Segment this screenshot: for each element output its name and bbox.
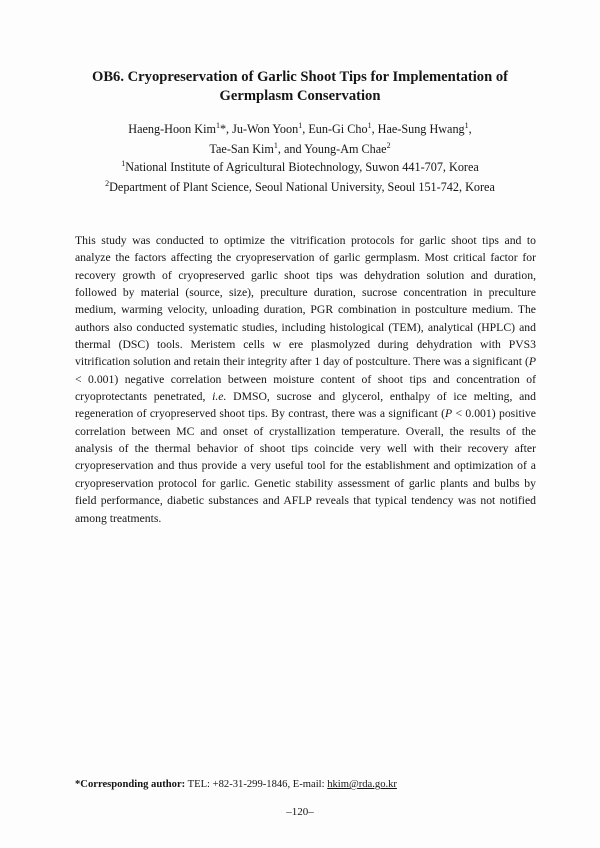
abstract-body bbox=[75, 232, 536, 527]
affiliation-text: Department of Plant Science, Seoul National University, Seoul 151-742, Korea bbox=[109, 179, 495, 194]
abstract-text: < 0.001) positive correlation between MC and onset of crystallization temperature. Overall, the results of the analysis of the thermal behavior of shoot tips coincide very well with their recovery after cryopreservation and thus provide a very useful tool for the establishment and optimization of a cryopreservation protocol for garlic. Genetic stability assessment of garlic plants and bulbs by field performance, diabetic substances and AFLP reveals that typical tendency was not notified among treatments. bbox=[75, 407, 536, 525]
author-line-2: Tae-San Kim$^1$, and Young-Am Chae$^2$ bbox=[209, 140, 391, 156]
author-affil-mark: 2 bbox=[386, 140, 391, 150]
abstract-text: This study was conducted to optimize the vitrification protocols for garlic shoot tips and to analyze the factors affecting the cryopreservation of garlic germplasm. Most critical factor for recovery growth of cryopreserved garlic shoot tips was dehydration solution and duration, followed by material (source, size), preculture duration, sucrose concentration in preculture medium, warming velocity, unloading duration, PGR combination in postculture medium. The authors also conducted systematic studies, including histological (TEM), analytical (HPLC) and thermal (DSC) tools. Meristem cells w ere plasmolyzed during dehydration with PVS3 vitrification solution and retain their integrity after 1 day of postculture. There was a significant ( bbox=[75, 234, 536, 369]
footnote-tel: TEL: +82-31-299-1846, E-mail: bbox=[185, 779, 328, 790]
author-name: Hae-Sung Hwang bbox=[377, 122, 465, 136]
abstract-italic-p: P bbox=[444, 407, 453, 421]
author-affil-mark: 1 bbox=[464, 120, 469, 130]
author-name: Ju-Won Yoon bbox=[232, 122, 299, 136]
author-name: Tae-San Kim bbox=[209, 141, 274, 156]
corresponding-author-footnote bbox=[75, 778, 397, 792]
author-affil-mark: 1 bbox=[367, 120, 372, 130]
abstract-text: < 0.001) negative correlation between moisture content of shoot tips and concentration of cryoprotectants penetrated, bbox=[75, 372, 536, 404]
affiliation-1 bbox=[60, 158, 540, 178]
affiliation-list bbox=[60, 158, 540, 197]
author-name: Eun-Gi Cho bbox=[308, 122, 368, 136]
affiliation-mark: 2 bbox=[105, 178, 110, 188]
title-line-2: Germplasm Conservation bbox=[219, 88, 381, 104]
affiliation-text: National Institute of Agricultural Biotechnology, Suwon 441-707, Korea bbox=[125, 160, 479, 174]
paper-title bbox=[60, 68, 540, 106]
author-and: and bbox=[283, 141, 305, 156]
corresponding-mark: *, bbox=[219, 122, 233, 136]
affiliation-2 bbox=[60, 178, 540, 198]
author-affil-mark: 1 bbox=[298, 120, 303, 130]
page-number: –120– bbox=[286, 806, 314, 818]
abstract-italic-p: P bbox=[528, 355, 536, 369]
footnote-label: *Corresponding author: bbox=[75, 779, 186, 790]
author-affil-mark: 1 bbox=[215, 120, 220, 130]
email-link[interactable]: hkim@rda.go.kr bbox=[327, 779, 397, 790]
author-affil-mark: 1 bbox=[273, 140, 278, 150]
author-name: Young-Am Chae bbox=[304, 141, 387, 156]
title-line-1: OB6. Cryopreservation of Garlic Shoot Tips for Implementation of bbox=[91, 69, 509, 85]
abstract-italic-ie: i.e. bbox=[212, 390, 227, 404]
affiliation-mark: 1 bbox=[121, 158, 126, 168]
author-name: Haeng-Hoon Kim bbox=[128, 122, 216, 136]
abstract-text: DMSO, sucrose and glycerol, enthalpy of ice melting, and regeneration of cryopreserved shoot tips. By contrast, there was a significant ( bbox=[75, 390, 536, 421]
author-line-1: Haeng-Hoon Kim$^1$*, Ju-Won Yoon$^1$, Eun-Gi Cho$^1$, Hae-Sung Hwang$^1$, bbox=[128, 120, 472, 136]
author-list bbox=[60, 120, 540, 159]
